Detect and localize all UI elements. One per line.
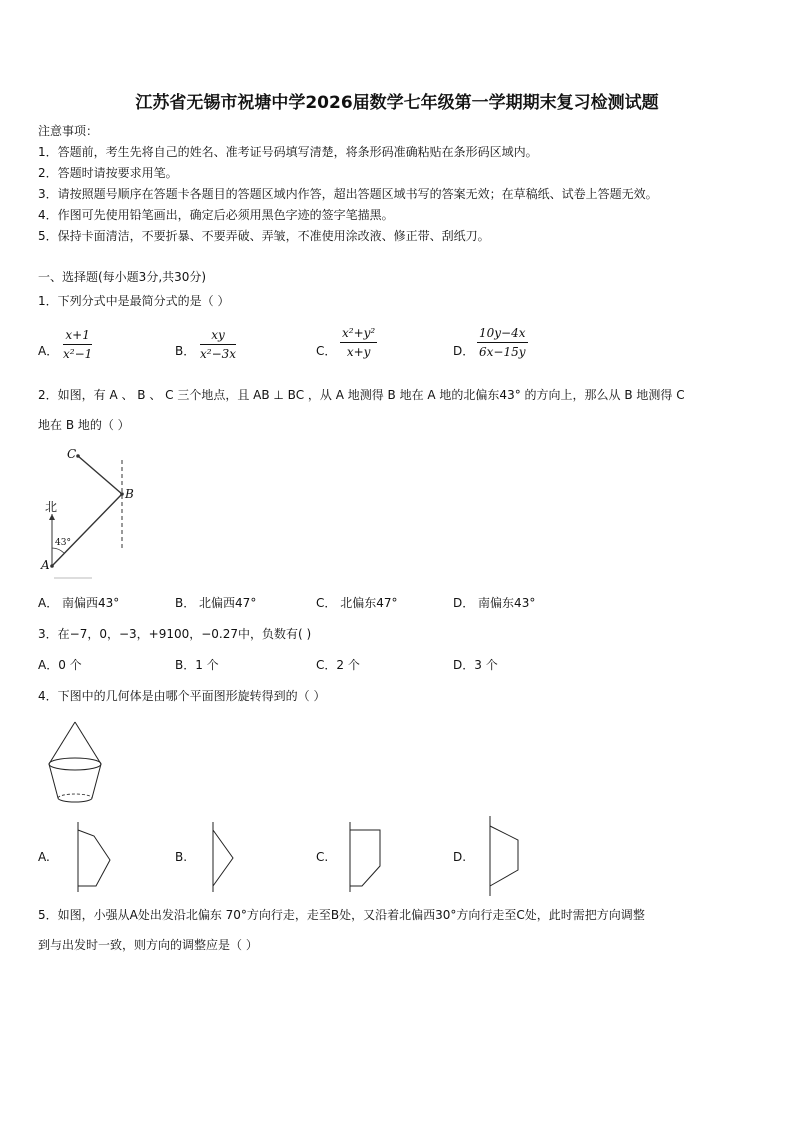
q4-option-a-shape — [70, 820, 115, 895]
q2-figure-point-b: B — [125, 487, 134, 501]
q1-option-a-label: A． — [38, 344, 59, 358]
q4-option-b-shape — [205, 820, 245, 895]
q5-stem-line1: 5．如图，小强从A处出发沿北偏东 70°方向行走，走至B处，又沿着北偏西30°方向行走至C处，此时需把方向调整 — [38, 908, 645, 922]
section-heading: 一、选择题(每小题3分,共30分) — [38, 270, 207, 284]
q4-stem: 4．下图中的几何体是由哪个平面图形旋转得到的（ ） — [38, 689, 326, 703]
notice-item-1: 1．答题前，考生先将自己的姓名、准考证号码填写清楚，将条形码准确粘贴在条形码区域内。 — [38, 145, 538, 159]
q2-stem-line1: 2．如图，有 A 、 B 、 C 三个地点，且 AB ⊥ BC ，从 A 地测得 B 地在 A 地的北偏东43° 的方向上，那么从 B 地测得 C — [38, 388, 685, 402]
q1-option-d-den: 6x−15y — [479, 345, 526, 359]
q1-option-c-fraction — [340, 326, 377, 359]
q3-option-d: D．3 个 — [453, 658, 498, 672]
notice-heading: 注意事项： — [38, 124, 99, 138]
q2-option-b: B． 北偏西47° — [175, 596, 257, 610]
q1-option-d-fraction — [477, 326, 528, 359]
q1-option-c-label: C． — [316, 344, 337, 358]
q1-option-b-den: x²−3x — [200, 347, 237, 361]
notice-item-3: 3．请按照题号顺序在答题卡各题目的答题区域内作答，超出答题区域书写的答案无效；在草稿纸、试卷上答题无效。 — [38, 187, 658, 201]
q4-option-c-shape — [342, 820, 387, 895]
q2-option-a: A． 南偏西43° — [38, 596, 120, 610]
q2-option-c: C． 北偏东47° — [316, 596, 398, 610]
notice-item-2: 2．答题时请按要求用笔。 — [38, 166, 178, 180]
q4-option-c-label: C. — [316, 850, 329, 864]
q5-stem-line2: 到与出发时一致，则方向的调整应是（ ） — [38, 938, 258, 952]
q2-stem-line2: 地在 B 地的（ ） — [38, 418, 130, 432]
q1-option-a-den: x²−1 — [63, 347, 93, 361]
q1-option-d-num: 10y−4x — [477, 326, 528, 343]
q1-option-b-label: B． — [175, 344, 196, 358]
q1-option-d-label: D． — [453, 344, 475, 358]
notice-item-4: 4．作图可先使用铅笔画出，确定后必须用黑色字迹的签字笔描黑。 — [38, 208, 394, 222]
q3-option-a: A．0 个 — [38, 658, 82, 672]
q4-option-d-shape — [482, 814, 527, 899]
q3-option-c: C．2 个 — [316, 658, 360, 672]
q2-figure-north: 北 — [45, 500, 58, 514]
q1-option-c-num: x²+y² — [340, 326, 377, 343]
q3-stem: 3．在−7，0，−3，+9100，−0.27中，负数有( ) — [38, 627, 312, 641]
q4-option-b-label: B. — [175, 850, 188, 864]
q4-option-a-label: A. — [38, 850, 50, 864]
notice-item-5: 5．保持卡面清洁，不要折暴、不要弄破、弄皱，不准使用涂改液、修正带、刮纸刀。 — [38, 229, 490, 243]
q2-option-d: D． 南偏东43° — [453, 596, 536, 610]
q1-option-b-fraction — [200, 328, 236, 361]
q2-figure-point-a: A — [41, 558, 50, 572]
q4-option-d-label: D. — [453, 850, 467, 864]
q4-solid-figure — [46, 718, 106, 808]
q1-option-b-num: xy — [200, 328, 236, 345]
q1-option-c-den: x+y — [346, 345, 371, 359]
q2-figure-angle: 43° — [55, 538, 71, 548]
page-title: 江苏省无锡市祝塘中学2026届数学七年级第一学期期末复习检测试题 — [135, 93, 659, 113]
q2-figure-point-c: C — [67, 447, 77, 461]
q1-option-a-num: x+1 — [63, 328, 92, 345]
q1-stem: 1．下列分式中是最简分式的是（ ） — [38, 294, 230, 308]
q1-option-a-fraction — [63, 328, 92, 361]
q3-option-b: B．1 个 — [175, 658, 219, 672]
